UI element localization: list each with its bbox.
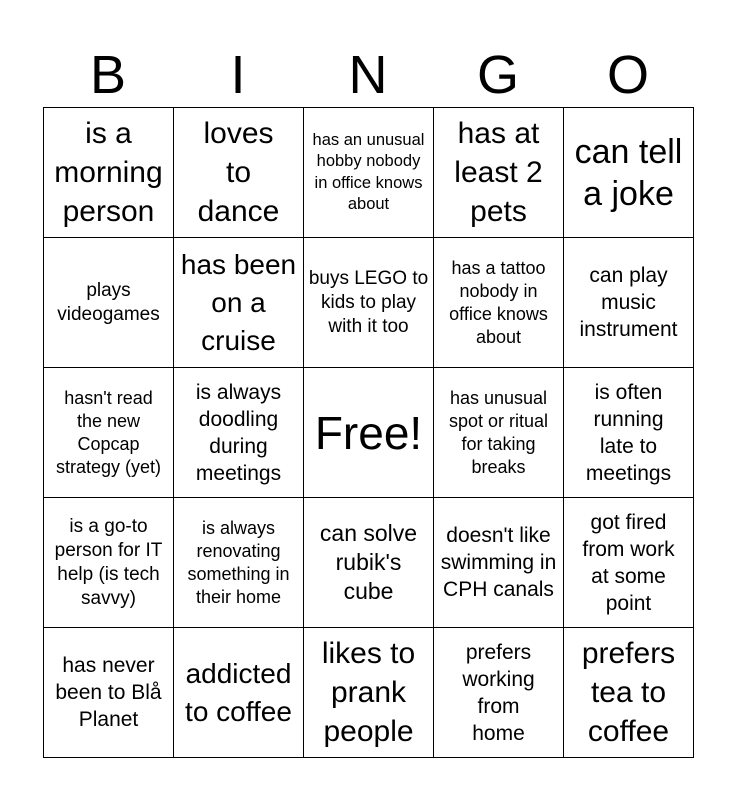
- cell-text: has an unusual hobby nobody in office knows about: [312, 130, 425, 213]
- bingo-cell[interactable]: [304, 628, 434, 758]
- bingo-cell[interactable]: [564, 498, 694, 628]
- cell-text: hasn't read the new Copcap strategy (yet): [55, 387, 162, 477]
- bingo-cell[interactable]: [174, 498, 304, 628]
- bingo-cell[interactable]: [44, 628, 174, 758]
- cell-text: can play music instrument: [579, 264, 678, 341]
- cell-text: can tell a joke: [574, 132, 683, 213]
- bingo-cell[interactable]: [304, 498, 434, 628]
- cell-text: loves to dance: [197, 117, 280, 228]
- board-row: [44, 368, 694, 498]
- bingo-header: [43, 44, 693, 106]
- bingo-cell[interactable]: [434, 628, 564, 758]
- free-space[interactable]: [304, 368, 434, 498]
- board-row: [44, 108, 694, 238]
- board-row: [44, 238, 694, 368]
- bingo-cell[interactable]: [304, 238, 434, 368]
- cell-text: has been on a cruise: [180, 248, 297, 356]
- bingo-cell[interactable]: [434, 238, 564, 368]
- cell-text: prefers tea to coffee: [581, 637, 676, 748]
- cell-text: addicted to coffee: [185, 657, 292, 727]
- cell-text: has at least 2 pets: [454, 117, 543, 228]
- bingo-cell[interactable]: [304, 108, 434, 238]
- cell-text: is always renovating something in their home: [187, 517, 290, 607]
- board-row: [44, 498, 694, 628]
- header-letter-o: O: [606, 45, 649, 105]
- cell-text: can solve rubik's cube: [319, 520, 418, 604]
- cell-text: plays videogames: [57, 279, 160, 325]
- header-letter-g: G: [476, 45, 519, 105]
- cell-text: is a go-to person for IT help (is tech savvy): [54, 515, 163, 609]
- cell-text: is always doodling during meetings: [195, 380, 282, 485]
- header-letter-i: I: [230, 45, 246, 105]
- cell-text: is a morning person: [54, 117, 163, 228]
- bingo-cell[interactable]: [174, 108, 304, 238]
- bingo-cell[interactable]: [174, 238, 304, 368]
- cell-text: is often running late to meetings: [585, 380, 672, 485]
- bingo-cell[interactable]: [44, 368, 174, 498]
- bingo-cell[interactable]: [434, 498, 564, 628]
- cell-text: got fired from work at some point: [582, 510, 675, 615]
- bingo-cell[interactable]: [44, 238, 174, 368]
- cell-text: has a tattoo nobody in office knows about: [449, 257, 548, 347]
- cell-text: buys LEGO to kids to play with it too: [308, 267, 429, 337]
- bingo-cell[interactable]: [174, 368, 304, 498]
- bingo-cell[interactable]: [434, 368, 564, 498]
- bingo-cell[interactable]: [564, 238, 694, 368]
- bingo-board: [43, 107, 694, 758]
- header-letter-b: B: [89, 45, 127, 105]
- header-letter-n: N: [348, 45, 388, 105]
- cell-text: has unusual spot or ritual for taking breaks: [448, 387, 549, 477]
- bingo-cell[interactable]: [564, 368, 694, 498]
- bingo-cell[interactable]: [44, 108, 174, 238]
- bingo-cell[interactable]: [564, 628, 694, 758]
- bingo-cell[interactable]: [44, 498, 174, 628]
- bingo-cell[interactable]: [174, 628, 304, 758]
- cell-text: has never been to Blå Planet: [55, 654, 162, 731]
- free-space-text: Free!: [314, 406, 423, 459]
- cell-text: prefers working from home: [462, 640, 535, 745]
- board-row: [44, 628, 694, 758]
- bingo-cell[interactable]: [434, 108, 564, 238]
- cell-text: likes to prank people: [321, 637, 416, 748]
- bingo-cell[interactable]: [564, 108, 694, 238]
- cell-text: doesn't like swimming in CPH canals: [440, 524, 557, 601]
